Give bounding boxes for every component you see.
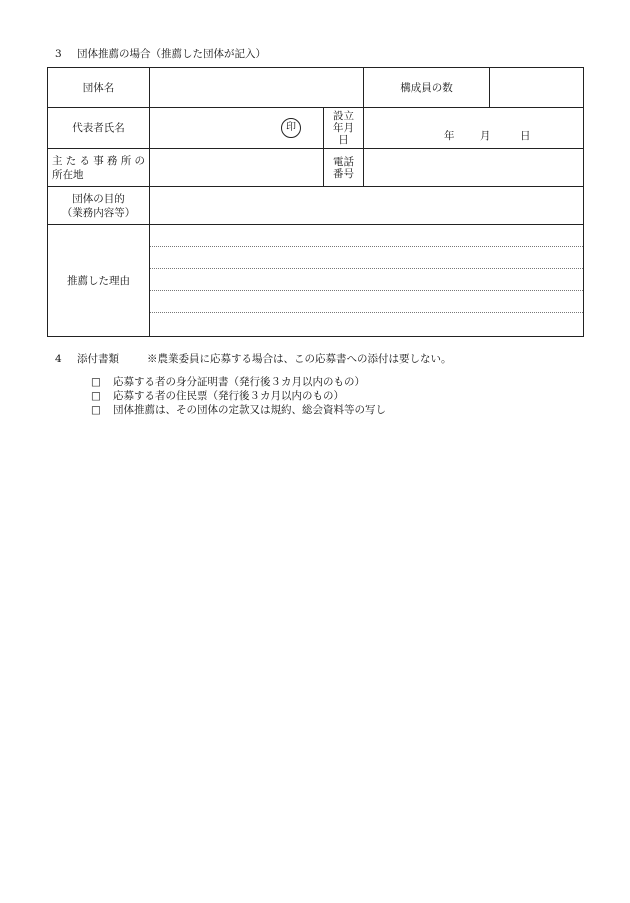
- purpose-field[interactable]: [150, 187, 584, 225]
- section-3-number: 3: [55, 48, 62, 60]
- reason-ruled-lines: [150, 225, 583, 335]
- checkbox-icon[interactable]: □: [91, 390, 101, 402]
- office-label-line-1: 主たる事務所の: [52, 154, 145, 167]
- reason-line: [150, 225, 583, 247]
- attachment-text: 団体推薦は、その団体の定款又は規約、総会資料等の写し: [113, 404, 386, 416]
- org-name-label: 団体名: [48, 68, 150, 108]
- est-char-3: 日: [338, 134, 349, 146]
- section-4-note: ※農業委員に応募する場合は、この応募書への添付は要しない。: [147, 353, 452, 365]
- section-4-number: 4: [55, 353, 62, 365]
- members-label: 構成員の数: [364, 68, 490, 108]
- phone-label-line-2: 番号: [333, 167, 354, 180]
- checkbox-icon[interactable]: □: [91, 404, 101, 416]
- date-day-label: 日: [520, 129, 531, 142]
- phone-label-line-1: 電話: [333, 155, 354, 168]
- reason-line: [150, 313, 583, 334]
- reason-line: [150, 247, 583, 269]
- section-4-title: [55, 351, 452, 366]
- date-year-label: 年: [444, 129, 455, 142]
- reason-field[interactable]: [150, 225, 584, 337]
- attachment-list: [91, 375, 386, 417]
- attachment-text: 応募する者の住民票（発行後３カ月以内のもの）: [113, 390, 344, 402]
- representative-name-field[interactable]: [150, 108, 324, 149]
- section-3-title: [55, 46, 266, 61]
- purpose-label: [48, 187, 150, 225]
- reason-label: 推薦した理由: [48, 225, 150, 337]
- section-3-heading: 団体推薦の場合（推薦した団体が記入）: [77, 48, 266, 60]
- phone-field[interactable]: [364, 149, 584, 187]
- list-item: [91, 403, 386, 417]
- est-char-1: 設立: [333, 110, 354, 122]
- office-address-label: [48, 149, 150, 187]
- attachment-text: 応募する者の身分証明書（発行後３カ月以内のもの）: [113, 376, 365, 388]
- purpose-label-line-2: （業務内容等）: [61, 206, 136, 219]
- office-label-line-2: 所在地: [52, 168, 84, 181]
- est-char-2: 年月: [333, 122, 354, 134]
- seal-mark: 印: [281, 118, 301, 138]
- establishment-date-field[interactable]: [364, 108, 584, 149]
- list-item: [91, 389, 386, 403]
- purpose-label-line-1: 団体の目的: [72, 192, 125, 205]
- reason-line: [150, 291, 583, 313]
- organization-recommendation-table: [47, 67, 584, 337]
- org-name-field[interactable]: [150, 68, 364, 108]
- representative-name-label: 代表者氏名: [48, 108, 150, 149]
- section-4-heading: 添付書類: [77, 353, 119, 365]
- office-address-field[interactable]: [150, 149, 324, 187]
- date-month-label: 月: [480, 129, 491, 142]
- list-item: [91, 375, 386, 389]
- establishment-date-label: [324, 108, 364, 149]
- members-field[interactable]: [490, 68, 584, 108]
- phone-label: [324, 149, 364, 187]
- checkbox-icon[interactable]: □: [91, 376, 101, 388]
- reason-line: [150, 269, 583, 291]
